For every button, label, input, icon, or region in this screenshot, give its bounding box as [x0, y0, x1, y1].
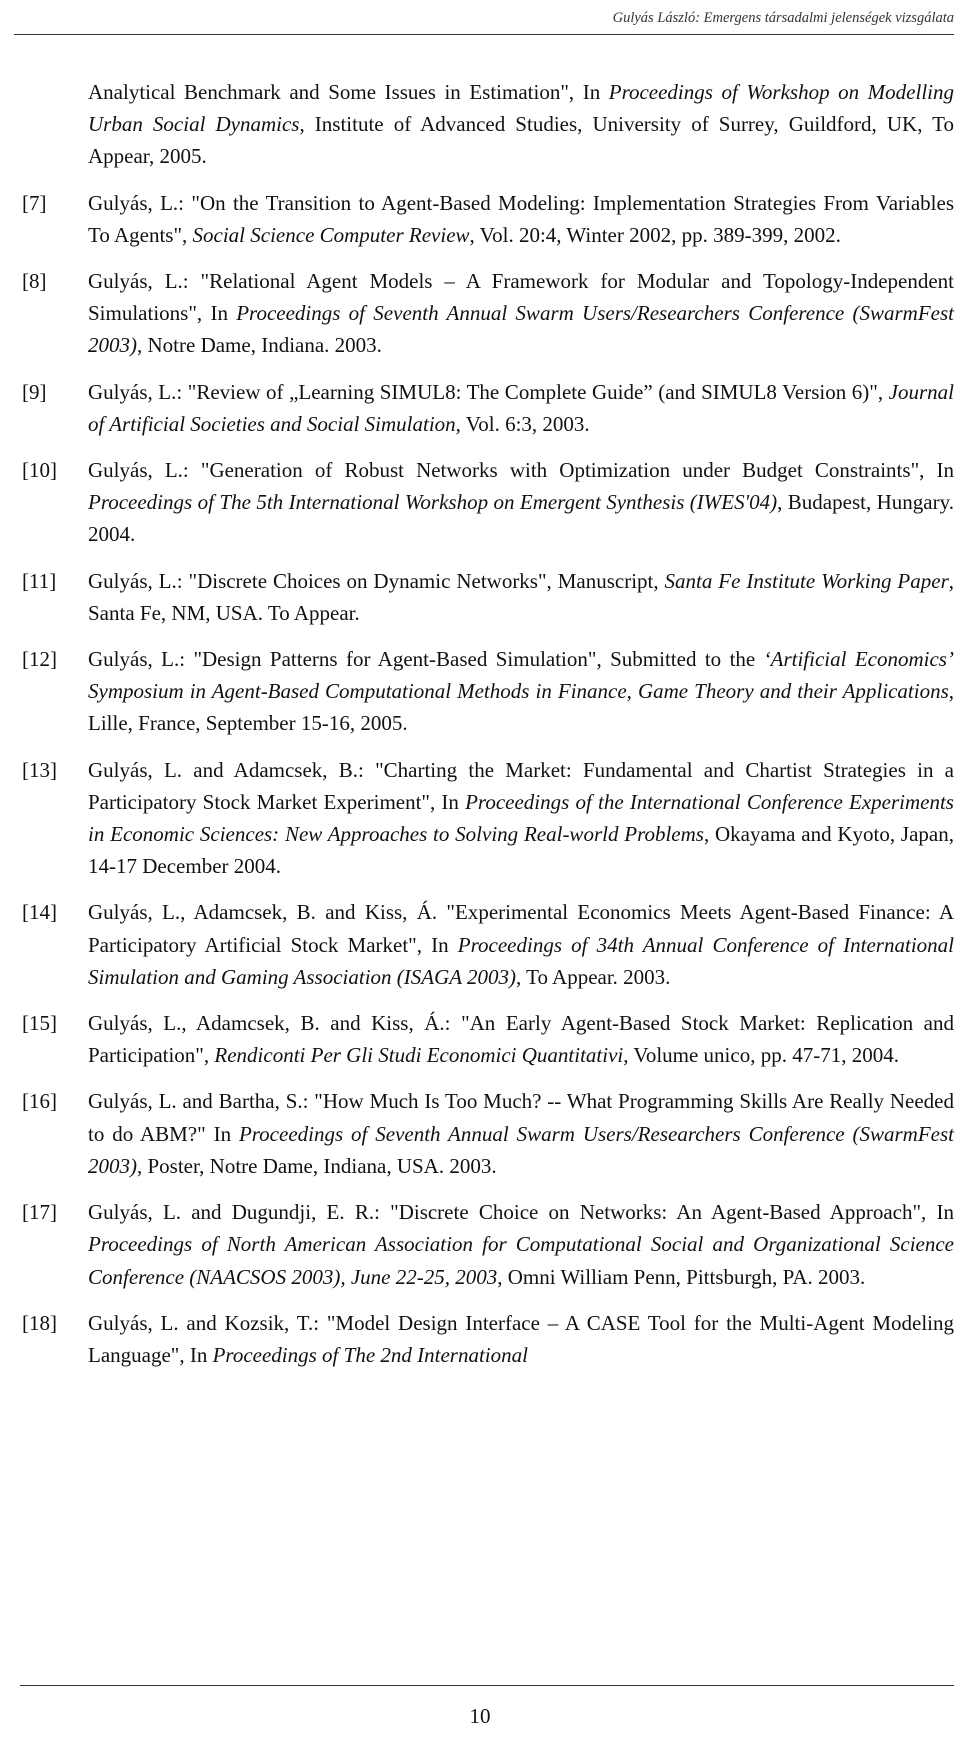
footer-rule — [20, 1685, 954, 1686]
reference-entry — [0, 565, 960, 629]
reference-entry — [0, 1085, 960, 1182]
reference-number: [12] — [22, 647, 57, 672]
reference-text: , To Appear. 2003. — [515, 964, 671, 989]
reference-text: , Notre Dame, Indiana. 2003. — [137, 333, 382, 358]
page-number: 10 — [469, 1704, 491, 1728]
reference-entry — [0, 376, 960, 440]
reference-entry — [0, 754, 960, 883]
reference-text: , Institute of Advanced Studies, University of Surrey, Guildford, UK, To Appear, 2005. — [88, 112, 954, 169]
reference-number: [18] — [22, 1310, 57, 1335]
reference-number: [9] — [22, 379, 47, 404]
reference-italic-text: ‘Artificial Economics’ Symposium in Agent-Based Computational Methods in Finance, Game Theory and their Applications — [88, 647, 954, 704]
references — [0, 187, 960, 1372]
reference-text: Gulyás, L.: "On the Transition to Agent-Based Modeling: Implementation Strategies From Variables To Agents", — [88, 190, 954, 247]
reference-list — [0, 76, 960, 1385]
header-rule — [14, 34, 954, 35]
reference-text: , Vol. 6:3, 2003. — [455, 411, 590, 436]
reference-text: Gulyás, L.: "Review of „Learning SIMUL8: The Complete Guide” (and SIMUL8 Version 6)", — [88, 379, 889, 404]
reference-italic-text: Proceedings of The 2nd International — [212, 1342, 528, 1367]
reference-entry — [0, 265, 960, 362]
reference-number: [7] — [22, 190, 47, 215]
reference-italic-text: Proceedings of North American Association for Computational Social and Organizational Science Conference (NAACSOS 2003), June 22-25, 2003 — [88, 1232, 954, 1289]
reference-text: Gulyás, L. and Bartha, S.: "How Much Is Too Much? -- What Programming Skills Are Really Needed to do ABM?" In — [88, 1089, 954, 1146]
reference-text: Gulyás, L., Adamcsek, B. and Kiss, Á. "Experimental Economics Meets Agent-Based Finance: A Participatory Artificial Stock Market", In — [88, 900, 954, 957]
reference-number: [10] — [22, 458, 57, 483]
reference-text: Analytical Benchmark and Some Issues in Estimation", In — [88, 80, 609, 104]
reference-number: [13] — [22, 757, 57, 782]
reference-italic-text: Journal of Artificial Societies and Social Simulation — [88, 379, 954, 436]
reference-italic-text: Proceedings of Workshop on Modelling Urban Social Dynamics — [88, 80, 954, 137]
reference-text: , Santa Fe, NM, USA. To Appear. — [88, 568, 954, 625]
reference-entry — [0, 1196, 960, 1293]
reference-entry — [0, 187, 960, 251]
reference-number: [14] — [22, 900, 57, 925]
reference-number: [8] — [22, 269, 47, 294]
reference-text: Gulyás, L.: "Design Patterns for Agent-Based Simulation", Submitted to the — [88, 647, 764, 672]
reference-text: Gulyás, L., Adamcsek, B. and Kiss, Á.: "An Early Agent-Based Stock Market: Replication and Participation", — [88, 1011, 954, 1068]
reference-text: , Poster, Notre Dame, Indiana, USA. 2003. — [137, 1153, 497, 1178]
reference-text: , Volume unico, pp. 47-71, 2004. — [623, 1043, 899, 1068]
reference-number: [15] — [22, 1011, 57, 1036]
reference-entry — [0, 643, 960, 740]
reference-italic-text: Proceedings of The 5th International Workshop on Emergent Synthesis (IWES'04) — [88, 490, 778, 515]
reference-italic-text: Rendiconti Per Gli Studi Economici Quantitativi — [214, 1043, 624, 1068]
reference-italic-text: Proceedings of Seventh Annual Swarm Users/Researchers Conference (SwarmFest 2003) — [88, 1121, 954, 1178]
reference-text: Gulyás, L.: "Discrete Choices on Dynamic Networks", Manuscript, — [88, 568, 665, 593]
reference-text: Gulyás, L. and Adamcsek, B.: "Charting the Market: Fundamental and Chartist Strategies in a Participatory Stock Market Experiment", In — [88, 757, 954, 814]
reference-text: Gulyás, L. and Kozsik, T.: "Model Design Interface – A CASE Tool for the Multi-Agent Modeling Language", In — [88, 1310, 954, 1367]
reference-italic-text: Santa Fe Institute Working Paper — [664, 568, 949, 593]
reference-text: , Omni William Penn, Pittsburgh, PA. 2003. — [497, 1264, 866, 1289]
running-header: Gulyás László: Emergens társadalmi jelenségek vizsgálata — [612, 10, 954, 26]
reference-text: Gulyás, L.: "Relational Agent Models – A Framework for Modular and Topology-Independent Simulations", In — [88, 269, 954, 326]
reference-text: , Okayama and Kyoto, Japan, 14-17 December 2004. — [88, 822, 954, 879]
reference-entry — [0, 454, 960, 551]
reference-italic-text: Proceedings of Seventh Annual Swarm Users/Researchers Conference (SwarmFest 2003) — [88, 301, 954, 358]
reference-text: , Lille, France, September 15-16, 2005. — [88, 679, 954, 736]
reference-text: , Vol. 20:4, Winter 2002, pp. 389-399, 2002. — [469, 222, 841, 247]
reference-text: Gulyás, L. and Dugundji, E. R.: "Discrete Choice on Networks: An Agent-Based Approach", In — [88, 1200, 954, 1225]
reference-italic-text: Proceedings of 34th Annual Conference of International Simulation and Gaming Association (ISAGA 2003) — [88, 932, 954, 989]
reference-entry — [0, 896, 960, 993]
reference-continuation — [0, 76, 960, 173]
reference-entry — [0, 1007, 960, 1071]
reference-italic-text: Proceedings of the International Conference Experiments in Economic Sciences: New Approaches to Solving Real-world Problems — [88, 789, 954, 847]
reference-italic-text: Social Science Computer Review — [192, 222, 470, 247]
reference-text: Gulyás, L.: "Generation of Robust Networks with Optimization under Budget Constraints", In — [88, 458, 954, 483]
reference-text: , Budapest, Hungary. 2004. — [88, 490, 954, 547]
reference-number: [11] — [22, 568, 57, 593]
reference-number: [17] — [22, 1200, 57, 1225]
reference-number: [16] — [22, 1089, 57, 1114]
reference-entry — [0, 1307, 960, 1371]
